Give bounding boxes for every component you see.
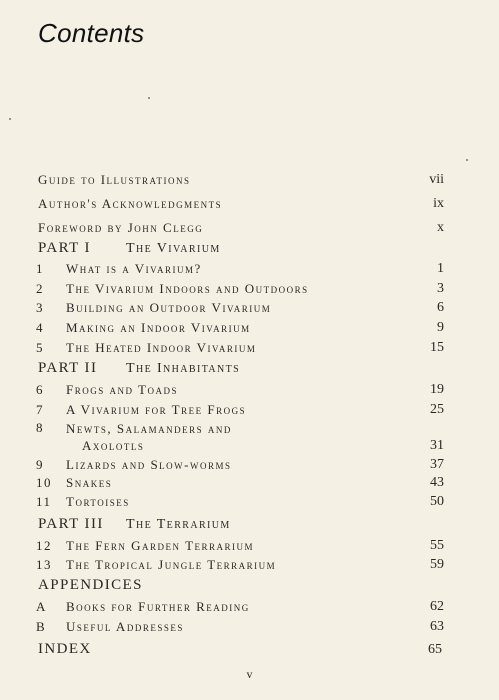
toc-entry-number: 5 [36, 340, 44, 355]
toc-entry-title: Books for Further Reading [66, 599, 250, 614]
toc-entry-page: 50 [430, 494, 444, 509]
toc-entry-title: The Heated Indoor Vivarium [66, 340, 257, 355]
page-number: v [246, 667, 253, 681]
toc-entry-number: 9 [36, 457, 44, 472]
toc-entry-title: Author's Acknowledgments [38, 196, 223, 211]
print-speck [466, 159, 468, 161]
toc-entry-page: ix [433, 196, 444, 211]
part-label: INDEX [38, 641, 92, 657]
toc-entry-number: 7 [36, 402, 44, 417]
toc-entry-title: The Tropical Jungle Terrarium [66, 557, 277, 572]
toc-entry-number: 8 [36, 420, 44, 435]
toc-entry-title: Guide to Illustrations [38, 172, 191, 187]
toc-entry-title-line-1: Newts, Salamanders and [66, 421, 232, 436]
toc-entry-title: The Fern Garden Terrarium [66, 538, 255, 553]
toc-entry-page: 25 [430, 402, 444, 417]
part-heading-1 [38, 240, 221, 257]
appendices-heading [38, 577, 143, 594]
part-label: PART II [38, 360, 98, 376]
toc-entry-number: B [36, 619, 47, 634]
toc-entry-index[interactable] [38, 641, 442, 658]
toc-entry-title: Tortoises [66, 494, 130, 509]
toc-entry-title: What is a Vivarium? [66, 261, 202, 276]
toc-entry-page: 9 [437, 320, 444, 335]
toc-entry-title: Useful Addresses [66, 619, 184, 634]
toc-entry-title-line-2: Axolotls [82, 438, 145, 453]
toc-entry-number: 4 [36, 320, 44, 335]
toc-entry-number: 13 [36, 557, 52, 572]
toc-entry-page: 62 [430, 599, 444, 614]
toc-entry-page: 15 [430, 340, 444, 355]
toc-entry-page: 63 [430, 619, 444, 634]
toc-entry-number: 6 [36, 382, 44, 397]
part-title: The Inhabitants [126, 361, 241, 376]
toc-entry-page: 37 [430, 457, 444, 472]
toc-entry-title: Frogs and Toads [66, 382, 178, 397]
toc-entry-number: 12 [36, 538, 52, 553]
part-title: The Terrarium [126, 517, 231, 532]
page-title: Contents [38, 18, 145, 48]
toc-entry-title: Building an Outdoor Vivarium [66, 300, 272, 315]
toc-entry-number: 10 [36, 475, 52, 490]
toc-entry-page: 55 [430, 538, 444, 553]
print-speck [148, 97, 150, 99]
toc-entry-title: The Vivarium Indoors and Outdoors [66, 281, 309, 296]
toc-entry-page: 19 [430, 382, 444, 397]
part-label: PART I [38, 240, 91, 256]
toc-entry-page: vii [429, 172, 444, 187]
toc-entry-title: A Vivarium for Tree Frogs [66, 402, 247, 417]
toc-entry-page: 59 [430, 557, 444, 572]
toc-entry-title: Lizards and Slow-worms [66, 457, 232, 472]
toc-entry-title: Snakes [66, 475, 113, 490]
toc-entry-page: 31 [430, 438, 444, 453]
toc-entry-number: 3 [36, 300, 44, 315]
toc-entry-page: x [437, 220, 444, 235]
toc-entry-title: Foreword by John Clegg [38, 220, 204, 235]
toc-entry-page: 3 [437, 281, 444, 296]
part-heading-3 [38, 516, 231, 533]
part-heading-2 [38, 360, 240, 377]
toc-entry-number: 1 [36, 261, 44, 276]
toc-entry-page: 1 [437, 261, 444, 276]
toc-entry-page: 43 [430, 475, 444, 490]
toc-entry-page: 6 [437, 300, 444, 315]
toc-entry-number: A [36, 599, 47, 614]
toc-entry-number: 2 [36, 281, 44, 296]
toc-entry-title: Making an Indoor Vivarium [66, 320, 251, 335]
toc-entry-chapter-8[interactable] [36, 420, 444, 458]
print-speck [9, 118, 11, 120]
part-label: PART III [38, 516, 104, 532]
toc-entry-number: 11 [36, 494, 52, 509]
part-title: The Vivarium [126, 241, 221, 256]
part-label: APPENDICES [38, 577, 143, 593]
toc-entry-page: 65 [428, 642, 442, 657]
